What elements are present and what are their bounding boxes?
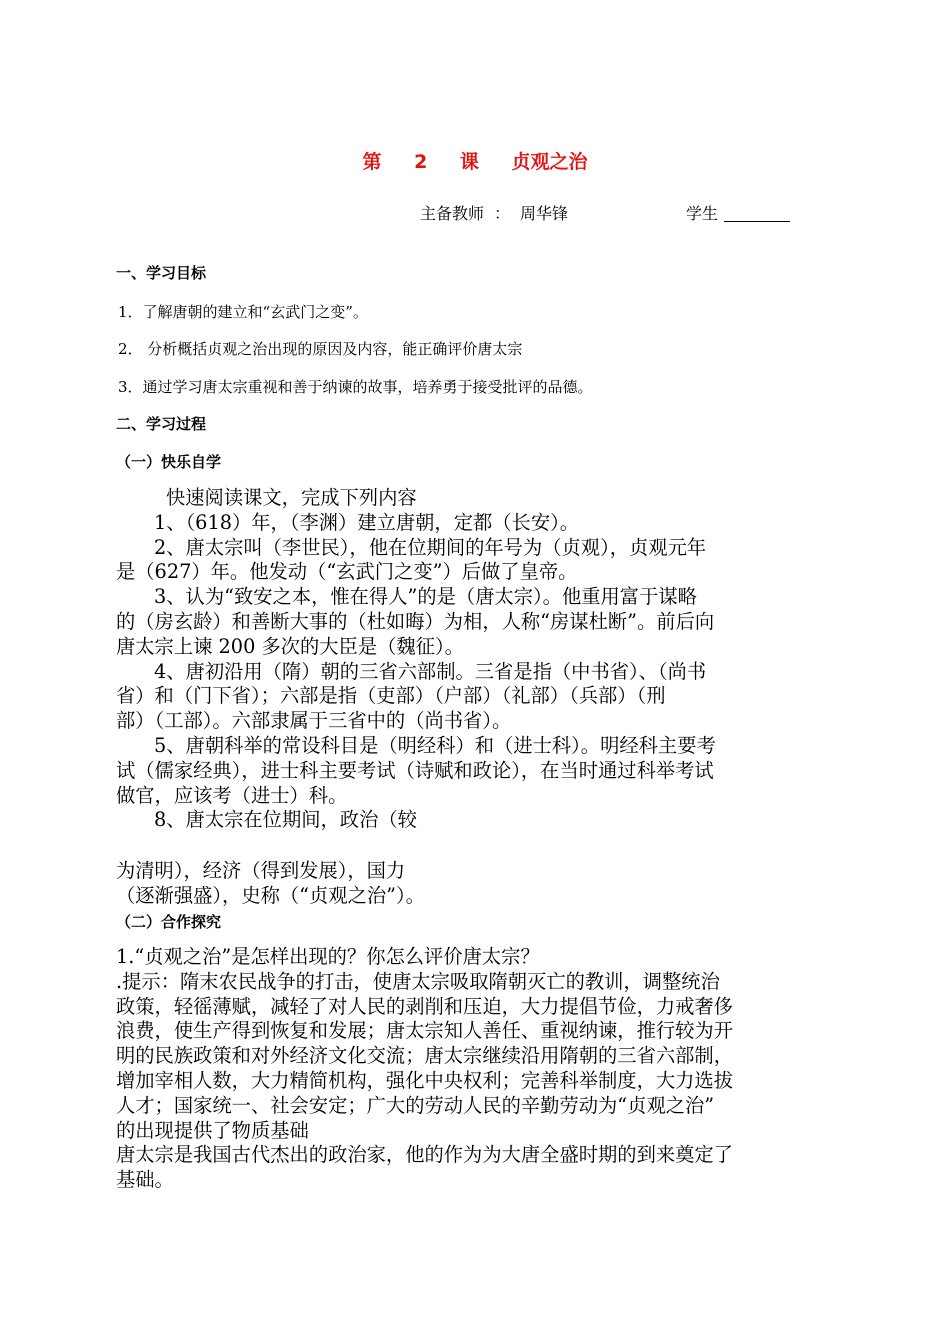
self-study-line: 省）和（门下省）；六部是指（吏部）（户部）（礼部）（兵部）（刑 [116,684,666,708]
objective-item: 3．通过学习唐太宗重视和善于纳谏的故事，培养勇于接受批评的品德。 [118,378,593,396]
self-study-line: 部）（工部）。六部隶属于三省中的（尚书省）。 [116,709,512,733]
teacher-colon: ： [494,204,511,223]
teacher-name: 周华锋 [520,204,569,223]
self-study-section [116,486,838,833]
self-study-line: 是（627）年。他发动（“玄武门之变”）后做了皇帝。 [116,560,578,584]
hint-line: 增加宰相人数，大力精简机构，强化中央权利；完善科举制度，大力选拔 [116,1068,733,1092]
process-heading: 二、学习过程 [116,415,207,433]
self-study-line: 唐太宗上谏 200 多次的大臣是（魏征）。 [116,634,464,658]
objective-item: 1．了解唐朝的建立和“玄武门之变”。 [118,303,368,321]
objectives-heading: 一、学习目标 [116,264,207,282]
hint-line: 浪费，使生产得到恢复和发展；唐太宗知人善任、重视纳谏，推行较为开 [116,1019,733,1043]
hint-line: 人才；国家统一、社会安定；广大的劳动人民的辛勤劳动为“贞观之治” [116,1093,715,1117]
self-study-heading: （一）快乐自学 [116,453,222,471]
teacher-label: 主备教师 [420,204,485,223]
self-study-line: 2、唐太宗叫（李世民），他在位期间的年号为（贞观），贞观元年 [154,535,707,559]
student-name-blank[interactable] [724,207,790,222]
page-title: 第 2 课 贞观之治 [362,151,588,173]
self-study-line: 为清明），经济（得到发展），国力 [116,859,406,882]
teacher-line [420,201,790,224]
cooperation-heading: （二）合作探究 [116,913,222,931]
self-study-line: 试（儒家经典），进士科主要考试（诗赋和政论），在当时通过科举考试 [116,758,714,782]
self-study-line: 做官，应该考（进士）科。 [116,783,348,807]
self-study-line: （逐渐强盛），史称（“贞观之治”）。 [116,883,425,907]
self-study-continued [116,859,838,909]
hint-line: 基础。 [116,1168,174,1192]
hint-line: 明的民族政策和对外经济文化交流；唐太宗继续沿用隋朝的三省六部制， [116,1044,733,1068]
hint-line: .提示：隋末农民战争的打击，使唐太宗吸取隋朝灭亡的教训，调整统治 [116,969,720,993]
cooperation-section [116,945,838,1193]
self-study-line: 3、认为“致安之本，惟在得人”的是（唐太宗）。他重用富于谋略 [154,585,697,609]
student-label: 学生 [686,204,719,223]
self-study-line: 5、唐朝科举的常设科目是（明经科）和（进士科）。明经科主要考 [154,733,716,757]
self-study-intro: 快速阅读课文，完成下列内容 [166,486,417,509]
hint-line: 政策，轻徭薄赋，减轻了对人民的剥削和压迫，大力提倡节俭，力戒奢侈 [116,994,733,1018]
self-study-line: 8、唐太宗在位期间，政治（较 [154,808,417,832]
hint-line: 唐太宗是我国古代杰出的政治家，他的作为为大唐全盛时期的到来奠定了 [116,1143,733,1167]
question-line: 1.“贞观之治”是怎样出现的？你怎么评价唐太宗？ [116,945,540,968]
objective-item: 2． 分析概括贞观之治出现的原因及内容，能正确评价唐太宗 [118,340,523,358]
hint-line: 的出现提供了物质基础 [116,1118,309,1142]
self-study-line: 的（房玄龄）和善断大事的（杜如晦）为相，人称“房谋杜断”。前后向 [116,609,715,633]
self-study-line: 4、唐初沿用（隋）朝的三省六部制。三省是指（中书省）、（尚书 [154,659,707,683]
self-study-line: 1、（618）年，（李渊）建立唐朝，定都（长安）。 [154,510,580,534]
